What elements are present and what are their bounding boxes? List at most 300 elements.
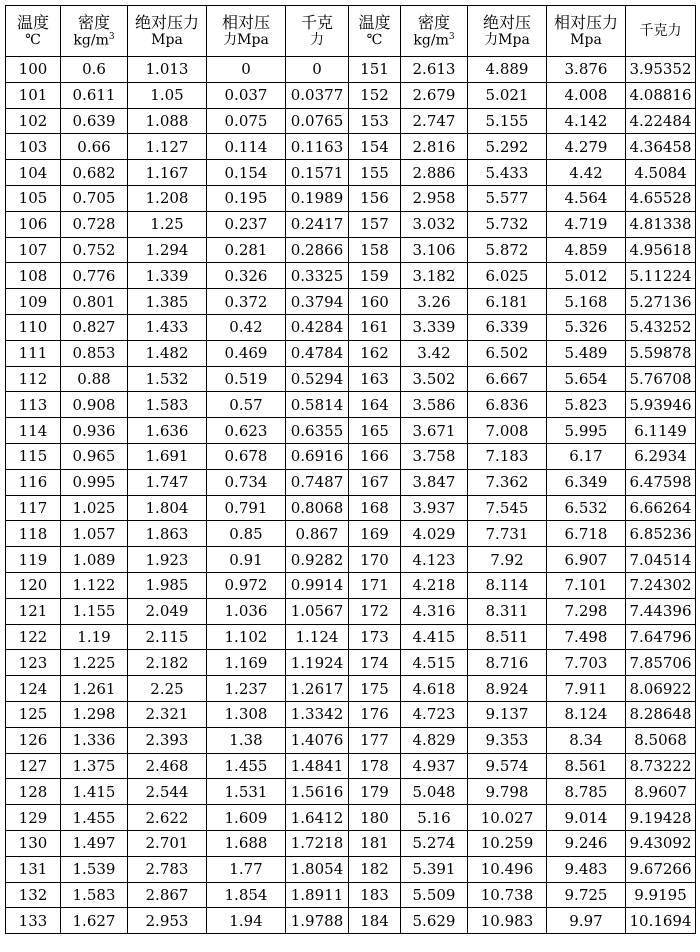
cell-abs-pressure: 6.502 bbox=[468, 340, 547, 366]
table-row bbox=[6, 185, 696, 211]
cell-temp: 160 bbox=[349, 289, 401, 315]
cell-density: 3.671 bbox=[401, 418, 468, 444]
header-line1: 千克 bbox=[300, 13, 333, 32]
table-row bbox=[6, 366, 696, 392]
header-line1: 相对压力 bbox=[553, 13, 618, 32]
cell-temp: 180 bbox=[349, 805, 401, 831]
cell-rel-pressure: 4.859 bbox=[547, 237, 626, 263]
cell-temp: 116 bbox=[6, 469, 61, 495]
cell-kgf: 5.43252 bbox=[626, 314, 696, 340]
cell-rel-pressure: 0.326 bbox=[207, 263, 286, 289]
table-row bbox=[6, 650, 696, 676]
cell-rel-pressure: 0.42 bbox=[207, 314, 286, 340]
header-line2-text: Mpa bbox=[570, 32, 602, 49]
cell-kgf: 7.04514 bbox=[626, 547, 696, 573]
header-line2-text: Mpa bbox=[151, 32, 183, 49]
cell-rel-pressure: 0.85 bbox=[207, 521, 286, 547]
header-row bbox=[6, 6, 696, 57]
cell-abs-pressure: 9.353 bbox=[468, 727, 547, 753]
cell-density: 1.497 bbox=[61, 830, 128, 856]
cell-kgf: 0.6355 bbox=[286, 418, 349, 444]
cell-abs-pressure: 1.294 bbox=[128, 237, 207, 263]
table-row bbox=[6, 160, 696, 186]
cell-rel-pressure: 6.532 bbox=[547, 495, 626, 521]
cell-kgf: 0.2866 bbox=[286, 237, 349, 263]
cell-rel-pressure: 0.469 bbox=[207, 340, 286, 366]
cell-kgf: 4.08816 bbox=[626, 82, 696, 108]
cell-kgf: 0.5814 bbox=[286, 392, 349, 418]
cell-rel-pressure: 3.876 bbox=[547, 57, 626, 83]
cell-temp: 117 bbox=[6, 495, 61, 521]
cell-abs-pressure: 8.924 bbox=[468, 676, 547, 702]
cell-abs-pressure: 5.732 bbox=[468, 211, 547, 237]
cell-density: 1.089 bbox=[61, 547, 128, 573]
cell-abs-pressure: 1.013 bbox=[128, 57, 207, 83]
cell-kgf: 1.6412 bbox=[286, 805, 349, 831]
cell-temp: 120 bbox=[6, 572, 61, 598]
cell-rel-pressure: 5.168 bbox=[547, 289, 626, 315]
cell-density: 1.539 bbox=[61, 856, 128, 882]
cell-density: 4.316 bbox=[401, 598, 468, 624]
cell-kgf: 1.8911 bbox=[286, 882, 349, 908]
cell-temp: 168 bbox=[349, 495, 401, 521]
cell-kgf: 5.11224 bbox=[626, 263, 696, 289]
header-line1: 密度 bbox=[417, 12, 450, 32]
cell-abs-pressure: 7.92 bbox=[468, 547, 547, 573]
cell-temp: 115 bbox=[6, 443, 61, 469]
cell-density: 0.801 bbox=[61, 289, 128, 315]
cell-rel-pressure: 0.372 bbox=[207, 289, 286, 315]
cell-rel-pressure: 4.142 bbox=[547, 108, 626, 134]
cell-rel-pressure: 6.17 bbox=[547, 443, 626, 469]
header-line1: 密度 bbox=[77, 12, 110, 32]
cell-abs-pressure: 2.867 bbox=[128, 882, 207, 908]
table-row bbox=[6, 237, 696, 263]
cell-abs-pressure: 9.137 bbox=[468, 701, 547, 727]
cell-kgf: 8.5068 bbox=[626, 727, 696, 753]
cell-density: 3.502 bbox=[401, 366, 468, 392]
cell-rel-pressure: 5.489 bbox=[547, 340, 626, 366]
cell-density: 1.455 bbox=[61, 805, 128, 831]
cell-rel-pressure: 0.57 bbox=[207, 392, 286, 418]
header-line2-text: kg/m bbox=[413, 32, 449, 49]
cell-rel-pressure: 0.91 bbox=[207, 547, 286, 573]
cell-kgf: 8.73222 bbox=[626, 753, 696, 779]
cell-abs-pressure: 1.05 bbox=[128, 82, 207, 108]
header-kgf-left bbox=[286, 6, 349, 57]
cell-density: 0.682 bbox=[61, 160, 128, 186]
cell-kgf: 9.19428 bbox=[626, 805, 696, 831]
cell-temp: 181 bbox=[349, 830, 401, 856]
cell-abs-pressure: 2.182 bbox=[128, 650, 207, 676]
cell-abs-pressure: 2.25 bbox=[128, 676, 207, 702]
cell-temp: 177 bbox=[349, 727, 401, 753]
cell-kgf: 0 bbox=[286, 57, 349, 83]
header-line1: 温度 bbox=[358, 13, 391, 32]
cell-temp: 151 bbox=[349, 57, 401, 83]
table-row bbox=[6, 624, 696, 650]
cell-density: 5.391 bbox=[401, 856, 468, 882]
cell-density: 1.261 bbox=[61, 676, 128, 702]
cell-kgf: 8.06922 bbox=[626, 676, 696, 702]
cell-density: 0.611 bbox=[61, 82, 128, 108]
cell-temp: 159 bbox=[349, 263, 401, 289]
cell-rel-pressure: 1.455 bbox=[207, 753, 286, 779]
cell-density: 2.613 bbox=[401, 57, 468, 83]
cell-density: 2.886 bbox=[401, 160, 468, 186]
cell-temp: 129 bbox=[6, 805, 61, 831]
cell-abs-pressure: 8.114 bbox=[468, 572, 547, 598]
cell-abs-pressure: 10.738 bbox=[468, 882, 547, 908]
cell-kgf: 1.2617 bbox=[286, 676, 349, 702]
cell-rel-pressure: 0.195 bbox=[207, 185, 286, 211]
cell-kgf: 1.5616 bbox=[286, 779, 349, 805]
cell-rel-pressure: 1.854 bbox=[207, 882, 286, 908]
cell-temp: 110 bbox=[6, 314, 61, 340]
cell-temp: 131 bbox=[6, 856, 61, 882]
cell-temp: 164 bbox=[349, 392, 401, 418]
cell-temp: 119 bbox=[6, 547, 61, 573]
cell-abs-pressure: 1.167 bbox=[128, 160, 207, 186]
cell-abs-pressure: 6.181 bbox=[468, 289, 547, 315]
cell-rel-pressure: 6.349 bbox=[547, 469, 626, 495]
table-row bbox=[6, 753, 696, 779]
cell-rel-pressure: 0.114 bbox=[207, 134, 286, 160]
cell-abs-pressure: 10.496 bbox=[468, 856, 547, 882]
table-row bbox=[6, 598, 696, 624]
cell-kgf: 1.7218 bbox=[286, 830, 349, 856]
cell-density: 0.639 bbox=[61, 108, 128, 134]
cell-temp: 128 bbox=[6, 779, 61, 805]
cell-abs-pressure: 5.433 bbox=[468, 160, 547, 186]
cell-kgf: 6.47598 bbox=[626, 469, 696, 495]
cell-kgf: 7.24302 bbox=[626, 572, 696, 598]
cell-rel-pressure: 8.561 bbox=[547, 753, 626, 779]
cell-temp: 107 bbox=[6, 237, 61, 263]
cell-temp: 133 bbox=[6, 908, 61, 934]
cell-abs-pressure: 2.321 bbox=[128, 701, 207, 727]
cell-kgf: 6.85236 bbox=[626, 521, 696, 547]
cell-abs-pressure: 6.836 bbox=[468, 392, 547, 418]
cell-abs-pressure: 1.127 bbox=[128, 134, 207, 160]
table-row bbox=[6, 82, 696, 108]
cell-temp: 125 bbox=[6, 701, 61, 727]
cell-abs-pressure: 2.701 bbox=[128, 830, 207, 856]
steam-property-table bbox=[5, 5, 696, 934]
cell-density: 4.937 bbox=[401, 753, 468, 779]
cell-abs-pressure: 1.923 bbox=[128, 547, 207, 573]
cell-density: 5.629 bbox=[401, 908, 468, 934]
cell-kgf: 0.2417 bbox=[286, 211, 349, 237]
cell-rel-pressure: 0.037 bbox=[207, 82, 286, 108]
cell-density: 3.339 bbox=[401, 314, 468, 340]
cell-abs-pressure: 2.468 bbox=[128, 753, 207, 779]
header-line1: 温度 bbox=[16, 13, 49, 32]
cell-temp: 174 bbox=[349, 650, 401, 676]
cell-kgf: 0.4284 bbox=[286, 314, 349, 340]
cell-abs-pressure: 2.049 bbox=[128, 598, 207, 624]
cell-temp: 175 bbox=[349, 676, 401, 702]
cell-kgf: 0.0377 bbox=[286, 82, 349, 108]
cell-rel-pressure: 0.237 bbox=[207, 211, 286, 237]
cell-temp: 100 bbox=[6, 57, 61, 83]
cell-density: 3.106 bbox=[401, 237, 468, 263]
cell-rel-pressure: 8.124 bbox=[547, 701, 626, 727]
cell-rel-pressure: 7.911 bbox=[547, 676, 626, 702]
cell-kgf: 1.1924 bbox=[286, 650, 349, 676]
cell-kgf: 1.3342 bbox=[286, 701, 349, 727]
cell-rel-pressure: 9.97 bbox=[547, 908, 626, 934]
cell-density: 4.618 bbox=[401, 676, 468, 702]
cell-abs-pressure: 9.798 bbox=[468, 779, 547, 805]
table-row bbox=[6, 805, 696, 831]
cell-rel-pressure: 0.734 bbox=[207, 469, 286, 495]
cell-temp: 132 bbox=[6, 882, 61, 908]
cell-abs-pressure: 2.115 bbox=[128, 624, 207, 650]
cell-kgf: 4.81338 bbox=[626, 211, 696, 237]
cell-density: 3.42 bbox=[401, 340, 468, 366]
table-row bbox=[6, 701, 696, 727]
cell-temp: 166 bbox=[349, 443, 401, 469]
cell-temp: 170 bbox=[349, 547, 401, 573]
cell-temp: 173 bbox=[349, 624, 401, 650]
cell-kgf: 0.7487 bbox=[286, 469, 349, 495]
cell-kgf: 1.4076 bbox=[286, 727, 349, 753]
cell-abs-pressure: 7.362 bbox=[468, 469, 547, 495]
cell-rel-pressure: 9.725 bbox=[547, 882, 626, 908]
cell-abs-pressure: 5.577 bbox=[468, 185, 547, 211]
cell-kgf: 1.4841 bbox=[286, 753, 349, 779]
cell-rel-pressure: 0.791 bbox=[207, 495, 286, 521]
cell-kgf: 5.76708 bbox=[626, 366, 696, 392]
cell-density: 4.723 bbox=[401, 701, 468, 727]
cell-kgf: 8.28648 bbox=[626, 701, 696, 727]
cell-abs-pressure: 4.889 bbox=[468, 57, 547, 83]
table-row bbox=[6, 418, 696, 444]
cell-density: 0.752 bbox=[61, 237, 128, 263]
cell-temp: 176 bbox=[349, 701, 401, 727]
cell-kgf: 4.65528 bbox=[626, 185, 696, 211]
cell-rel-pressure: 1.237 bbox=[207, 676, 286, 702]
cell-density: 0.827 bbox=[61, 314, 128, 340]
cell-temp: 124 bbox=[6, 676, 61, 702]
cell-abs-pressure: 1.385 bbox=[128, 289, 207, 315]
cell-density: 1.336 bbox=[61, 727, 128, 753]
cell-density: 1.298 bbox=[61, 701, 128, 727]
cell-abs-pressure: 1.863 bbox=[128, 521, 207, 547]
header-line1: 绝对压力 bbox=[134, 13, 199, 32]
unit-superscript: 3 bbox=[448, 31, 455, 42]
table-row bbox=[6, 727, 696, 753]
cell-kgf: 0.1989 bbox=[286, 185, 349, 211]
cell-density: 4.029 bbox=[401, 521, 468, 547]
cell-temp: 152 bbox=[349, 82, 401, 108]
cell-density: 0.705 bbox=[61, 185, 128, 211]
cell-kgf: 0.3325 bbox=[286, 263, 349, 289]
cell-temp: 101 bbox=[6, 82, 61, 108]
cell-temp: 161 bbox=[349, 314, 401, 340]
cell-kgf: 0.6916 bbox=[286, 443, 349, 469]
cell-rel-pressure: 0.678 bbox=[207, 443, 286, 469]
header-temp-right bbox=[349, 6, 401, 57]
cell-abs-pressure: 10.027 bbox=[468, 805, 547, 831]
cell-density: 0.776 bbox=[61, 263, 128, 289]
table-row bbox=[6, 830, 696, 856]
cell-temp: 112 bbox=[6, 366, 61, 392]
cell-kgf: 9.67266 bbox=[626, 856, 696, 882]
cell-density: 4.123 bbox=[401, 547, 468, 573]
cell-rel-pressure: 1.531 bbox=[207, 779, 286, 805]
cell-temp: 182 bbox=[349, 856, 401, 882]
cell-density: 1.155 bbox=[61, 598, 128, 624]
cell-kgf: 0.8068 bbox=[286, 495, 349, 521]
cell-abs-pressure: 2.783 bbox=[128, 856, 207, 882]
cell-temp: 167 bbox=[349, 469, 401, 495]
cell-rel-pressure: 5.012 bbox=[547, 263, 626, 289]
cell-temp: 103 bbox=[6, 134, 61, 160]
cell-temp: 157 bbox=[349, 211, 401, 237]
table-row bbox=[6, 882, 696, 908]
cell-density: 1.225 bbox=[61, 650, 128, 676]
cell-abs-pressure: 1.25 bbox=[128, 211, 207, 237]
cell-abs-pressure: 2.393 bbox=[128, 727, 207, 753]
cell-rel-pressure: 1.77 bbox=[207, 856, 286, 882]
table-row bbox=[6, 289, 696, 315]
cell-kgf: 4.95618 bbox=[626, 237, 696, 263]
header-line2-text: ℃ bbox=[366, 32, 383, 49]
cell-kgf: 4.22484 bbox=[626, 108, 696, 134]
cell-density: 0.88 bbox=[61, 366, 128, 392]
cell-kgf: 3.95352 bbox=[626, 57, 696, 83]
cell-density: 4.218 bbox=[401, 572, 468, 598]
cell-kgf: 1.8054 bbox=[286, 856, 349, 882]
cell-rel-pressure: 1.688 bbox=[207, 830, 286, 856]
cell-density: 3.758 bbox=[401, 443, 468, 469]
cell-density: 4.515 bbox=[401, 650, 468, 676]
cell-density: 0.853 bbox=[61, 340, 128, 366]
cell-abs-pressure: 1.747 bbox=[128, 469, 207, 495]
cell-abs-pressure: 1.532 bbox=[128, 366, 207, 392]
cell-density: 3.937 bbox=[401, 495, 468, 521]
cell-kgf: 8.9607 bbox=[626, 779, 696, 805]
cell-abs-pressure: 1.433 bbox=[128, 314, 207, 340]
cell-density: 1.025 bbox=[61, 495, 128, 521]
cell-temp: 102 bbox=[6, 108, 61, 134]
cell-density: 5.509 bbox=[401, 882, 468, 908]
header-line2-text: 千克力 bbox=[639, 22, 682, 39]
cell-rel-pressure: 4.564 bbox=[547, 185, 626, 211]
cell-temp: 155 bbox=[349, 160, 401, 186]
cell-kgf: 0.5294 bbox=[286, 366, 349, 392]
cell-temp: 179 bbox=[349, 779, 401, 805]
table-row bbox=[6, 779, 696, 805]
cell-temp: 105 bbox=[6, 185, 61, 211]
cell-rel-pressure: 6.907 bbox=[547, 547, 626, 573]
cell-kgf: 0.1163 bbox=[286, 134, 349, 160]
header-line2 bbox=[349, 32, 400, 49]
cell-density: 0.965 bbox=[61, 443, 128, 469]
unit-superscript: 3 bbox=[108, 31, 115, 42]
cell-abs-pressure: 7.545 bbox=[468, 495, 547, 521]
cell-density: 2.747 bbox=[401, 108, 468, 134]
cell-abs-pressure: 1.583 bbox=[128, 392, 207, 418]
cell-abs-pressure: 6.339 bbox=[468, 314, 547, 340]
cell-rel-pressure: 1.38 bbox=[207, 727, 286, 753]
cell-density: 1.19 bbox=[61, 624, 128, 650]
cell-density: 3.032 bbox=[401, 211, 468, 237]
cell-density: 5.16 bbox=[401, 805, 468, 831]
cell-temp: 126 bbox=[6, 727, 61, 753]
cell-rel-pressure: 7.703 bbox=[547, 650, 626, 676]
table-row bbox=[6, 57, 696, 83]
header-line2 bbox=[626, 23, 695, 40]
cell-density: 1.057 bbox=[61, 521, 128, 547]
table-row bbox=[6, 443, 696, 469]
header-density-left bbox=[61, 6, 128, 57]
header-kgf-right bbox=[626, 6, 696, 57]
cell-abs-pressure: 6.025 bbox=[468, 263, 547, 289]
table-row bbox=[6, 314, 696, 340]
cell-abs-pressure: 1.208 bbox=[128, 185, 207, 211]
cell-rel-pressure: 0.075 bbox=[207, 108, 286, 134]
cell-temp: 158 bbox=[349, 237, 401, 263]
cell-rel-pressure: 5.654 bbox=[547, 366, 626, 392]
table-row bbox=[6, 392, 696, 418]
cell-density: 3.26 bbox=[401, 289, 468, 315]
header-line2 bbox=[207, 32, 285, 49]
cell-density: 2.816 bbox=[401, 134, 468, 160]
cell-abs-pressure: 1.088 bbox=[128, 108, 207, 134]
cell-kgf: 1.9788 bbox=[286, 908, 349, 934]
table-row bbox=[6, 134, 696, 160]
cell-temp: 113 bbox=[6, 392, 61, 418]
cell-density: 1.583 bbox=[61, 882, 128, 908]
table-row bbox=[6, 547, 696, 573]
cell-kgf: 0.9282 bbox=[286, 547, 349, 573]
cell-abs-pressure: 2.622 bbox=[128, 805, 207, 831]
cell-kgf: 7.64796 bbox=[626, 624, 696, 650]
cell-rel-pressure: 4.42 bbox=[547, 160, 626, 186]
cell-kgf: 0.4784 bbox=[286, 340, 349, 366]
cell-density: 0.908 bbox=[61, 392, 128, 418]
cell-kgf: 1.0567 bbox=[286, 598, 349, 624]
cell-abs-pressure: 5.155 bbox=[468, 108, 547, 134]
cell-temp: 111 bbox=[6, 340, 61, 366]
cell-rel-pressure: 5.823 bbox=[547, 392, 626, 418]
header-line2 bbox=[401, 32, 467, 49]
cell-abs-pressure: 7.731 bbox=[468, 521, 547, 547]
cell-density: 1.627 bbox=[61, 908, 128, 934]
cell-abs-pressure: 10.259 bbox=[468, 830, 547, 856]
cell-density: 4.415 bbox=[401, 624, 468, 650]
cell-kgf: 4.5084 bbox=[626, 160, 696, 186]
header-line2 bbox=[61, 32, 127, 49]
cell-abs-pressure: 5.292 bbox=[468, 134, 547, 160]
cell-temp: 178 bbox=[349, 753, 401, 779]
cell-temp: 154 bbox=[349, 134, 401, 160]
table-row bbox=[6, 495, 696, 521]
cell-temp: 108 bbox=[6, 263, 61, 289]
header-rel-pressure-right bbox=[547, 6, 626, 57]
cell-density: 0.728 bbox=[61, 211, 128, 237]
cell-kgf: 0.867 bbox=[286, 521, 349, 547]
cell-kgf: 9.43092 bbox=[626, 830, 696, 856]
cell-density: 1.415 bbox=[61, 779, 128, 805]
cell-density: 5.048 bbox=[401, 779, 468, 805]
cell-temp: 127 bbox=[6, 753, 61, 779]
cell-rel-pressure: 7.298 bbox=[547, 598, 626, 624]
cell-density: 1.122 bbox=[61, 572, 128, 598]
